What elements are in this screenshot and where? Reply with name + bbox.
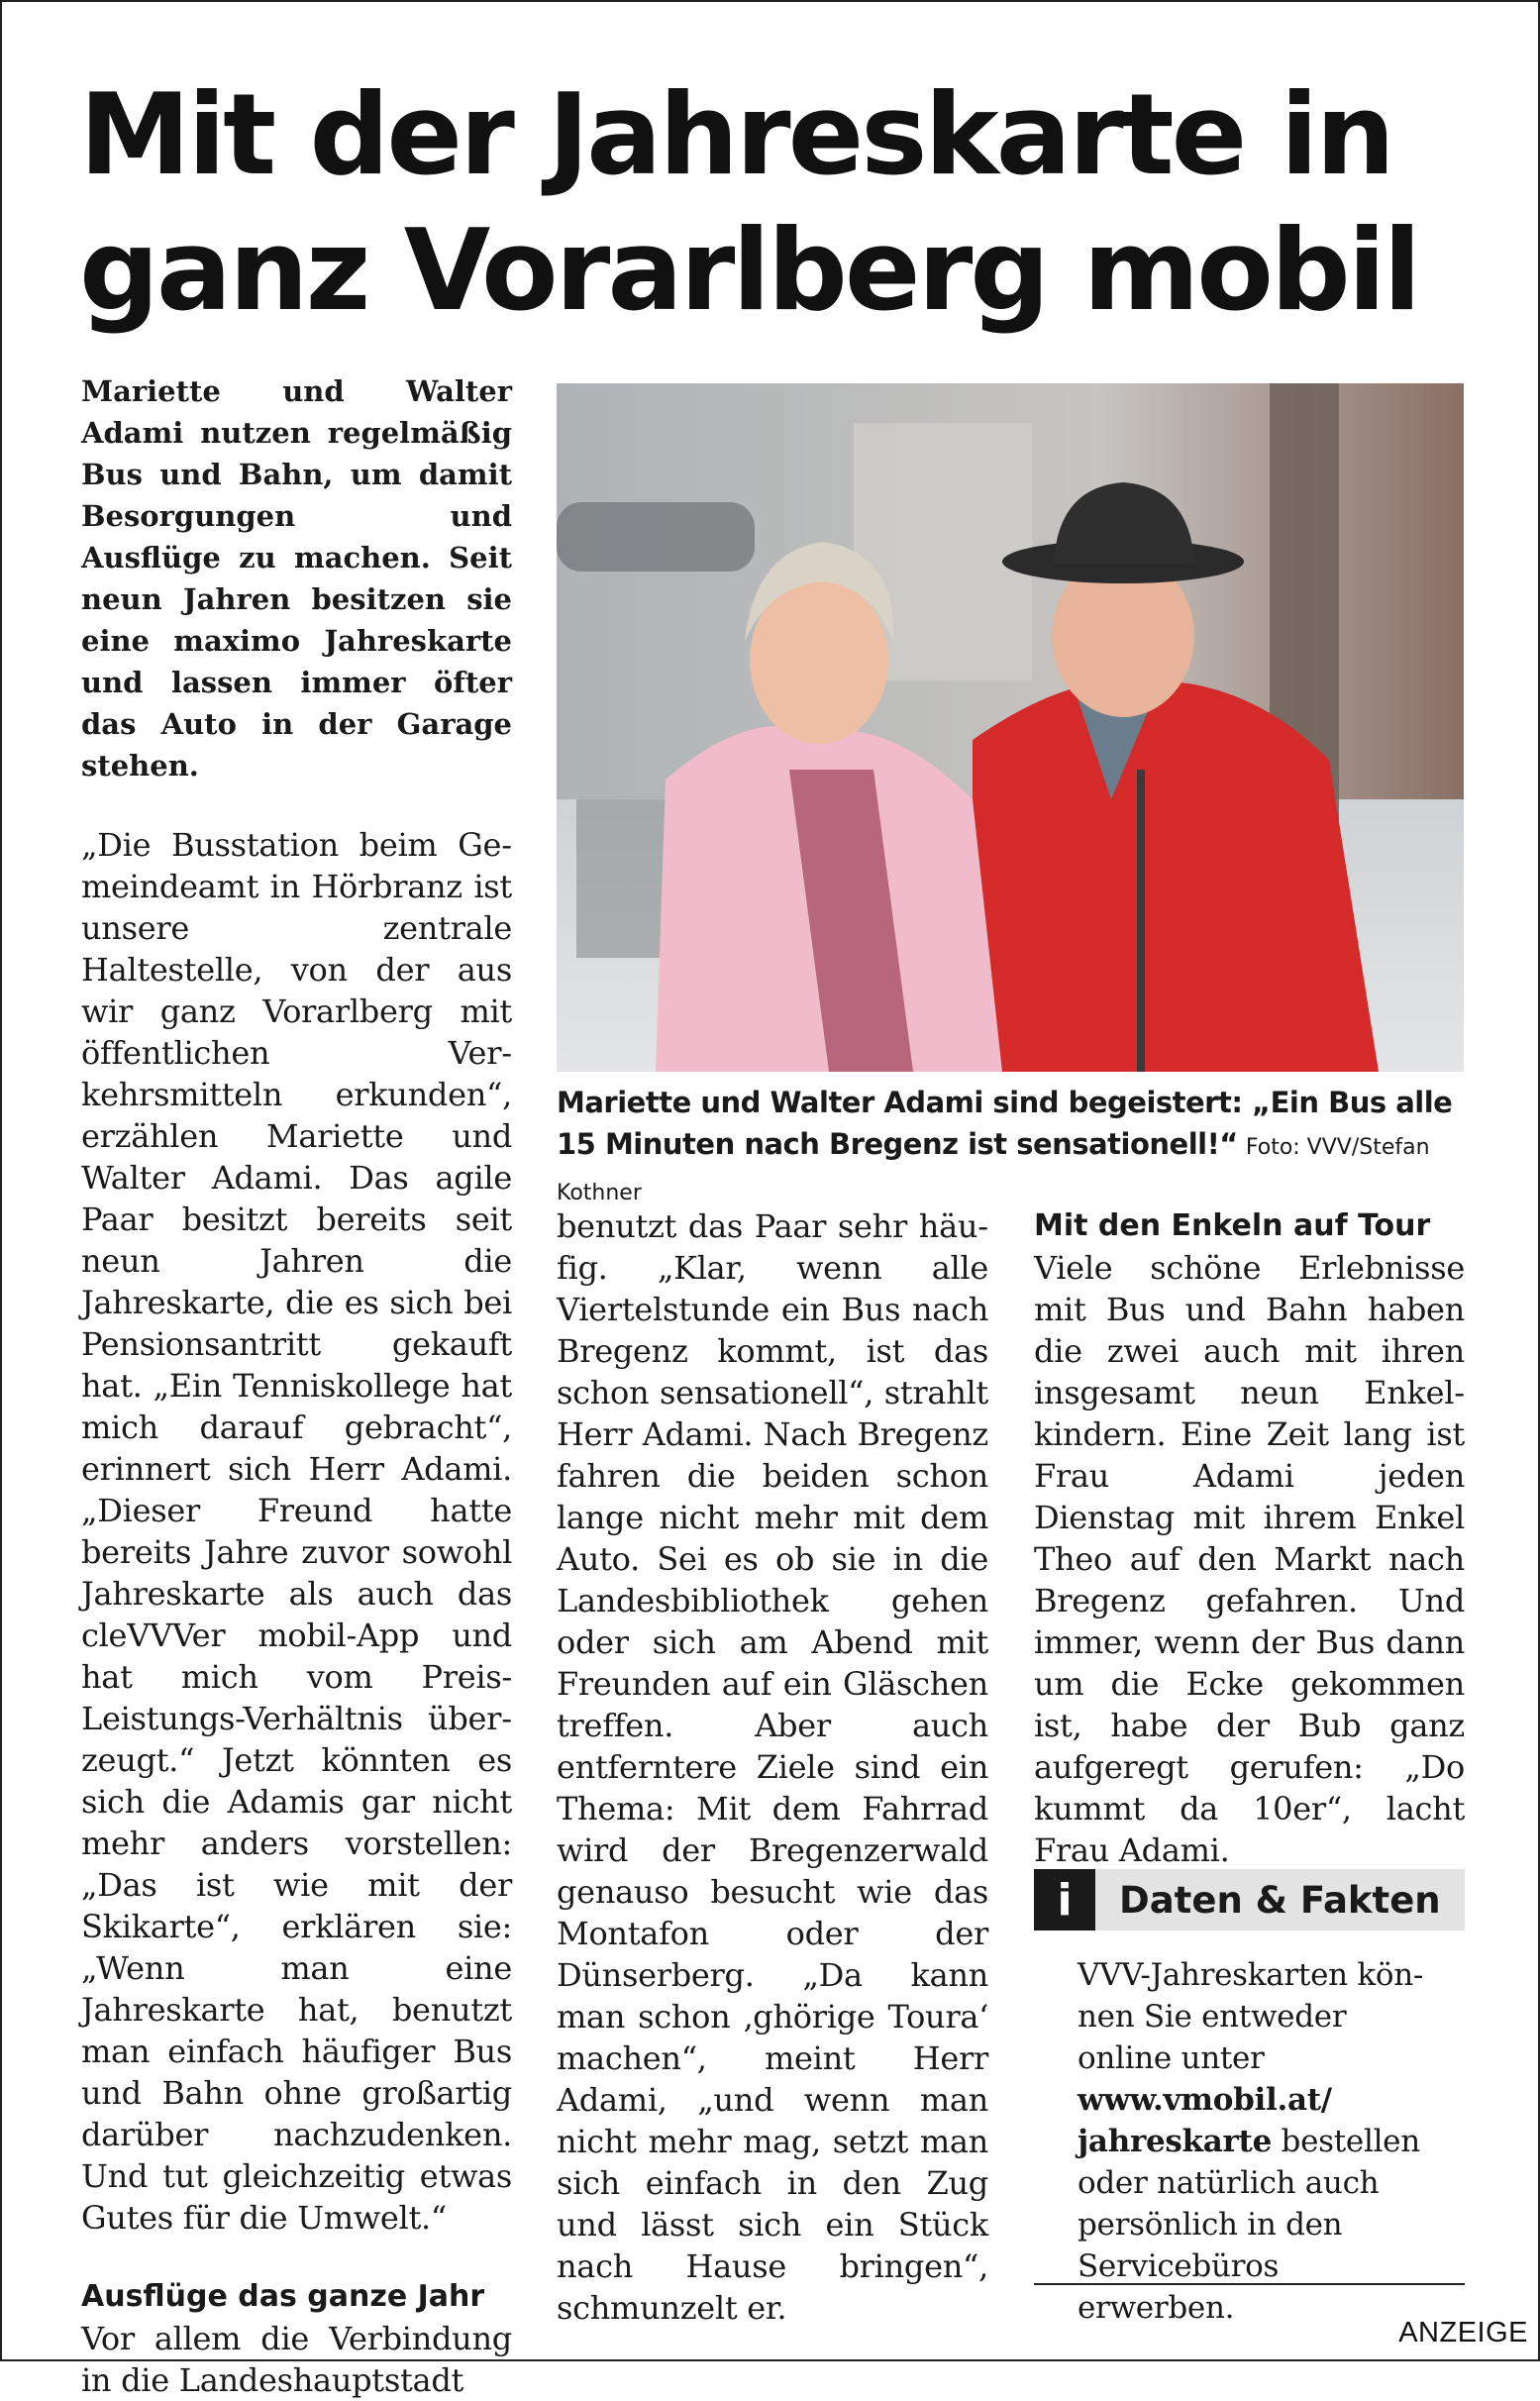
- facts-text-before: VVV-Jahreskarten können Sie entweder online unter: [1078, 1957, 1424, 2076]
- facts-title: Daten & Fakten: [1119, 1878, 1441, 1922]
- article-lead: Mariette und Walter Adami nutzen regelmäßig Bus und Bahn, um damit Besorgungen und Ausflüge zu machen. Seit neun Jahren besitzen sie eine maximo Jahreskarte und lassen immer öfter das Auto in der Garage stehen.: [81, 374, 512, 783]
- facts-box: [1034, 1869, 1465, 2326]
- article-body-paragraph-2: Vor allem die Verbindung in die Landeshauptstadt: [81, 2320, 512, 2399]
- headline: [79, 67, 1486, 339]
- couple-photo-illustration: [557, 383, 1464, 1072]
- caption-text: Mariette und Walter Adami sind begeistert: „Ein Bus alle 15 Minuten nach Bregenz ist sensationell!“: [557, 1086, 1453, 1161]
- article-column-1: [81, 370, 512, 2401]
- subhead-enkel: Mit den Enkeln auf Tour: [1034, 1208, 1431, 1243]
- ad-label: ANZEIGE: [1398, 2317, 1528, 2349]
- article-column-3: [1034, 1205, 1465, 1871]
- article-photo: [557, 383, 1464, 1072]
- facts-header: [1034, 1869, 1465, 1931]
- article-body-paragraph-1: „Die Busstation beim Gemeindeamt in Hörbranz ist unsere zentrale Haltestelle, von der aus wir ganz Vorarlberg mit öffentlichen Verkehrsmitteln erkunden“, erzählen Mariette und Walter Adami. Das agile Paar besitzt bereits seit neun Jahren die Jahreskarte, die es sich bei Pensionsantritt gekauft hat. „Ein Tenniskollege hat mich darauf gebracht“, erinnert sich Herr Adami. „Dieser Freund hatte bereits Jahre zuvor sowohl Jahreskarte als auch das cleVVVer mobil-App und hat mich vom Preis-Leistungs-Verhältnis überzeugt.“ Jetzt könnten es sich die Adamis gar nicht mehr anders vorstellen: „Das ist wie mit der Skikarte“, erklären sie: „Wenn man eine Jahreskarte hat, benutzt man einfach häufiger Bus und Bahn ohne großartig darüber nachzudenken. Und tut gleichzeitig etwas Gutes für die Umwelt.“: [81, 826, 512, 2237]
- facts-text-after: bestellen oder natürlich auch persönlich in den Servicebüros erwerben.: [1078, 2124, 1420, 2326]
- facts-link[interactable]: www.vmobil.at/ jahreskarte: [1078, 2082, 1332, 2159]
- article-body-paragraph-3: benutzt das Paar sehr häufig. „Klar, wenn alle Viertelstunde ein Bus nach Bregenz kommt, ist das schon sensationell“, strahlt Herr Adami. Nach Bregenz fahren die beiden schon lange nicht mehr mit dem Auto. Sei es ob sie in die Landesbibliothek gehen oder sich am Abend mit Freunden auf ein Gläschen treffen. Aber auch entferntere Ziele sind ein Thema: Mit dem Fahrrad wird der Bregenzerwald genauso besucht wie das Montafon oder der Dünserberg. „Da kann man schon ‚ghörige Toura‘ machen“, meint Herr Adami, „und wenn man nicht mehr mag, setzt man sich einfach in den Zug und lässt sich ein Stück nach Hause bringen“, schmunzelt er.: [557, 1207, 988, 2327]
- photo-caption: [557, 1082, 1468, 1214]
- facts-text: [1078, 1954, 1434, 2329]
- article-body-paragraph-4: Viele schöne Erlebnisse mit Bus und Bahn haben die zwei auch mit ihren insgesamt neun Enkelkindern. Eine Zeit lang ist Frau Adami jeden Dienstag mit ihrem Enkel Theo auf den Markt nach Bregenz gefahren. Und immer, wenn der Bus dann um die Ecke gekommen ist, habe der Bub ganz aufgeregt gerufen: „Do kummt da 10er“, lacht Frau Adami.: [1034, 1249, 1465, 1869]
- info-icon: i: [1034, 1869, 1095, 1931]
- headline-line-2: ganz Vorarlberg mobil: [79, 205, 1419, 336]
- photo-credit: Foto: VVV/Stefan Kothner: [557, 1135, 1430, 1205]
- subhead-ausfluege: Ausflüge das ganze Jahr: [81, 2279, 485, 2314]
- article-column-2: [557, 1205, 988, 2329]
- headline-line-1: Mit der Jahreskarte in: [79, 69, 1392, 200]
